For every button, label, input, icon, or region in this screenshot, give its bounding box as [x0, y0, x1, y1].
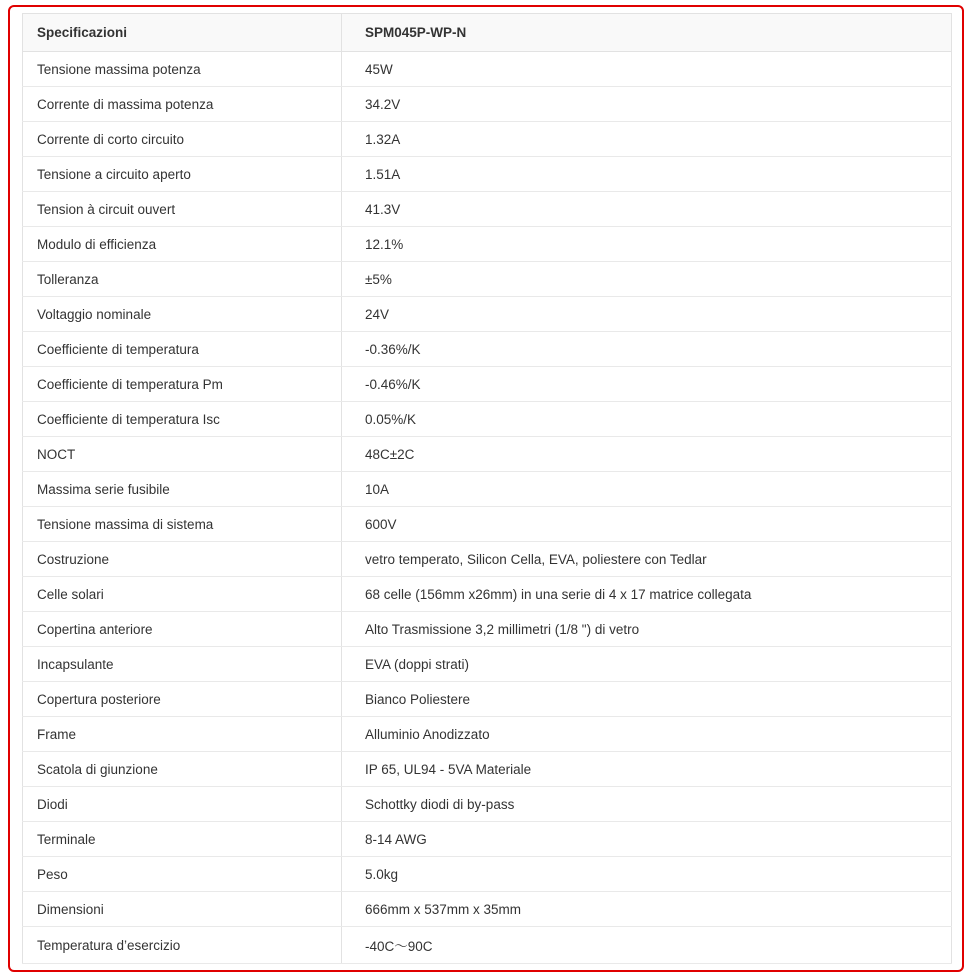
spec-label: Copertina anteriore [23, 612, 342, 647]
spec-label: Celle solari [23, 577, 342, 612]
spec-value: vetro temperato, Silicon Cella, EVA, poliestere con Tedlar [342, 542, 952, 577]
spec-label: Voltaggio nominale [23, 297, 342, 332]
spec-value: Alluminio Anodizzato [342, 717, 952, 752]
table-row [23, 717, 952, 752]
table-row [23, 367, 952, 402]
spec-value: 12.1% [342, 227, 952, 262]
spec-label: Massima serie fusibile [23, 472, 342, 507]
spec-value: 666mm x 537mm x 35mm [342, 892, 952, 927]
spec-value: 10A [342, 472, 952, 507]
spec-label: Tolleranza [23, 262, 342, 297]
spec-label: Costruzione [23, 542, 342, 577]
spec-value: 68 celle (156mm x26mm) in una serie di 4 x 17 matrice collegata [342, 577, 952, 612]
spec-label: Modulo di efficienza [23, 227, 342, 262]
table-row [23, 192, 952, 227]
table-row [23, 822, 952, 857]
spec-label: Tensione massima di sistema [23, 507, 342, 542]
spec-value: 48C±2C [342, 437, 952, 472]
spec-label: Temperatura d’esercizio [23, 927, 342, 964]
spec-label: Scatola di giunzione [23, 752, 342, 787]
spec-value: 600V [342, 507, 952, 542]
table-row [23, 647, 952, 682]
spec-label: Tension à circuit ouvert [23, 192, 342, 227]
table-row [23, 752, 952, 787]
specifications-table [22, 13, 952, 964]
spec-value: 8-14 AWG [342, 822, 952, 857]
spec-value: 34.2V [342, 87, 952, 122]
spec-value: 0.05%/K [342, 402, 952, 437]
table-row [23, 542, 952, 577]
spec-label: Incapsulante [23, 647, 342, 682]
table-row [23, 927, 952, 964]
table-header [23, 14, 952, 52]
spec-value: 41.3V [342, 192, 952, 227]
spec-value: Bianco Poliestere [342, 682, 952, 717]
spec-value: -40C～90C [342, 927, 952, 964]
spec-value: IP 65, UL94 - 5VA Materiale [342, 752, 952, 787]
spec-value: Alto Trasmissione 3,2 millimetri (1/8 ") di vetro [342, 612, 952, 647]
table-row [23, 227, 952, 262]
spec-value: EVA (doppi strati) [342, 647, 952, 682]
table-row [23, 577, 952, 612]
spec-value: Schottky diodi di by-pass [342, 787, 952, 822]
spec-label: Terminale [23, 822, 342, 857]
table-row [23, 297, 952, 332]
spec-label: Tensione massima potenza [23, 52, 342, 87]
spec-value: 1.32A [342, 122, 952, 157]
spec-value: 45W [342, 52, 952, 87]
spec-label: Corrente di massima potenza [23, 87, 342, 122]
table-row [23, 892, 952, 927]
red-frame [8, 5, 964, 972]
table-row [23, 787, 952, 822]
spec-value: ±5% [342, 262, 952, 297]
spec-value: 24V [342, 297, 952, 332]
table-row [23, 122, 952, 157]
table-row [23, 262, 952, 297]
table-row [23, 682, 952, 717]
table-row [23, 472, 952, 507]
spec-label: Diodi [23, 787, 342, 822]
table-row [23, 437, 952, 472]
spec-value: -0.36%/K [342, 332, 952, 367]
spec-label: Coefficiente di temperatura Pm [23, 367, 342, 402]
table-row [23, 332, 952, 367]
table-row [23, 402, 952, 437]
table-row [23, 857, 952, 892]
table-row [23, 157, 952, 192]
table-row [23, 52, 952, 87]
spec-label: Dimensioni [23, 892, 342, 927]
spec-label: Frame [23, 717, 342, 752]
spec-label: Corrente di corto circuito [23, 122, 342, 157]
spec-label: Peso [23, 857, 342, 892]
spec-label: Copertura posteriore [23, 682, 342, 717]
spec-label: Coefficiente di temperatura Isc [23, 402, 342, 437]
table-row [23, 507, 952, 542]
header-specifications: Specificazioni [23, 14, 342, 52]
table-row [23, 612, 952, 647]
spec-value: 1.51A [342, 157, 952, 192]
spec-label: NOCT [23, 437, 342, 472]
spec-table-body [23, 52, 952, 964]
table-row [23, 87, 952, 122]
spec-value: -0.46%/K [342, 367, 952, 402]
spec-label: Tensione a circuito aperto [23, 157, 342, 192]
header-row [23, 14, 952, 52]
spec-label: Coefficiente di temperatura [23, 332, 342, 367]
header-model-number: SPM045P-WP-N [342, 14, 952, 52]
spec-value: 5.0kg [342, 857, 952, 892]
